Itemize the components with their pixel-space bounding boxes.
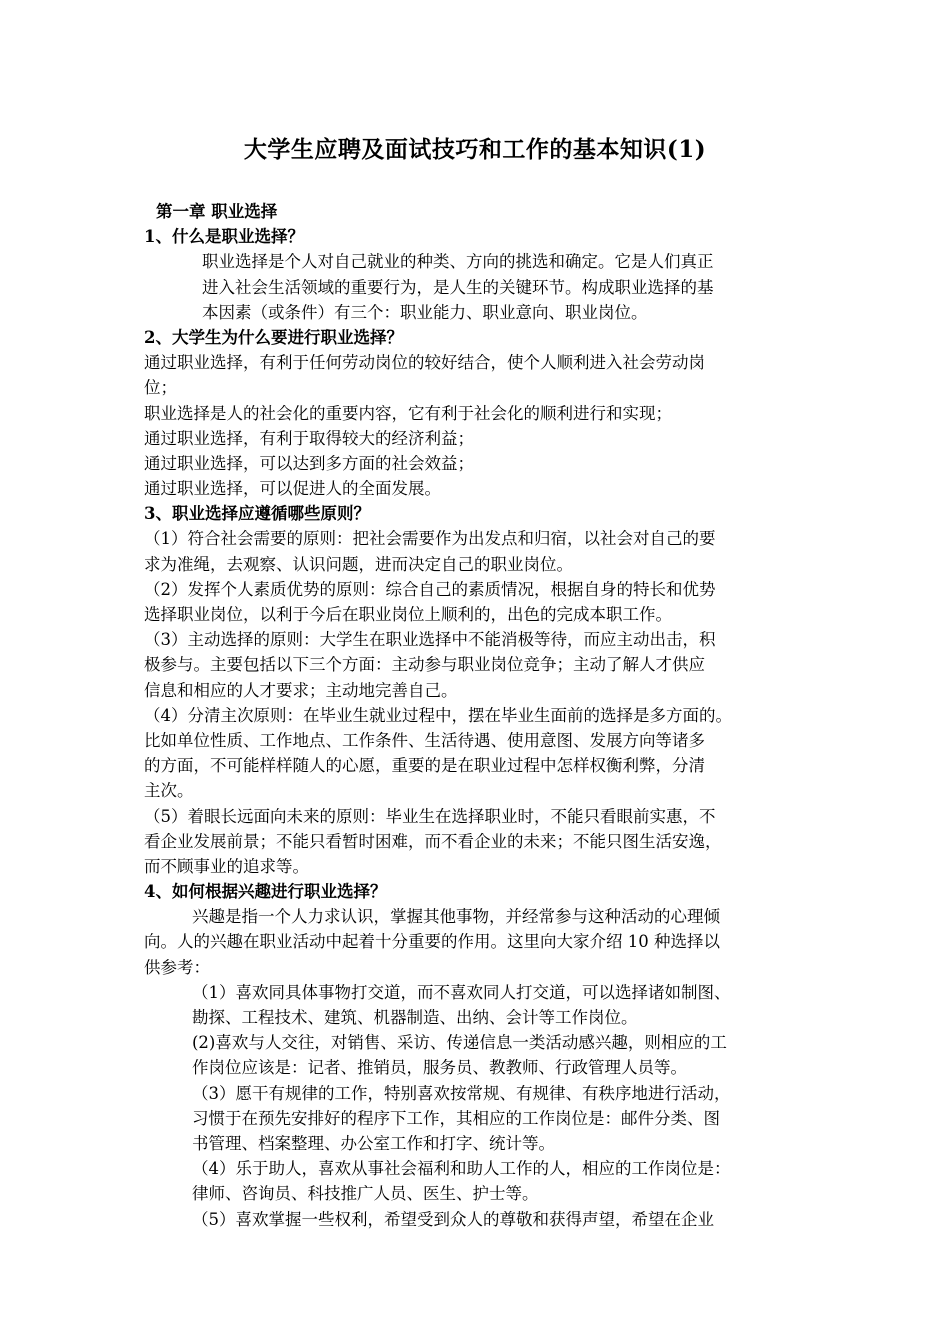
section-heading: 2、大学生为什么要进行职业选择？ [144,327,403,347]
document-title: 大学生应聘及面试技巧和工作的基本知识(1) [243,136,707,163]
paragraph-line: 本因素（或条件）有三个：职业能力、职业意向、职业岗位。 [202,302,648,322]
paragraph-line: 极参与。主要包括以下三个方面：主动参与职业岗位竞争；主动了解人才供应 [144,655,705,675]
paragraph-line: 职业选择是个人对自己就业的种类、方向的挑选和确定。它是人们真正 [202,252,714,272]
paragraph-line: 书管理、档案整理、办公室工作和打字、统计等。 [192,1133,555,1153]
document-body [144,199,816,1232]
section-heading: 1、什么是职业选择？ [144,227,304,247]
paragraph-line: （2）发挥个人素质优势的原则：综合自己的素质情况，根据自身的特长和优势 [144,579,716,599]
paragraph-line: 习惯于在预先安排好的程序下工作，其相应的工作岗位是：邮件分类、图 [192,1108,720,1128]
paragraph-line: (2)喜欢与人交往，对销售、采访、传递信息一类活动感兴趣，则相应的工 [192,1033,727,1053]
paragraph-line: 职业选择是人的社会化的重要内容，它有利于社会化的顺利进行和实现； [144,403,672,423]
paragraph-line: 的方面，不可能样样随人的心愿，重要的是在职业过程中怎样权衡利弊，分清 [144,756,705,776]
paragraph-line: 作岗位应该是：记者、推销员，服务员、教教师、行政管理人员等。 [192,1058,687,1078]
paragraph-line: （1）喜欢同具体事物打交道，而不喜欢同人打交道，可以选择诸如制图、 [192,982,731,1002]
paragraph-line: 进入社会生活领域的重要行为，是人生的关键环节。构成职业选择的基 [202,277,714,297]
section-heading: 第一章 职业选择 [156,202,278,221]
paragraph-line: （5）着眼长远面向未来的原则：毕业生在选择职业时，不能只看眼前实惠，不 [144,806,716,826]
paragraph-line: 供参考： [144,957,210,977]
paragraph-line: （1）符合社会需要的原则：把社会需要作为出发点和归宿，以社会对自己的要 [144,529,716,549]
paragraph-line: 向。人的兴趣在职业活动中起着十分重要的作用。这里向大家介绍 10 种选择以 [144,932,720,952]
paragraph-line: 信息和相应的人才要求；主动地完善自己。 [144,680,458,700]
paragraph-line: 通过职业选择，有利于任何劳动岗位的较好结合，使个人顺利进入社会劳动岗 [144,353,705,373]
paragraph-line: 兴趣是指一个人力求认识，掌握其他事物，并经常参与这种活动的心理倾 [192,907,720,927]
paragraph-line: 主次。 [144,781,194,801]
section-heading: 3、职业选择应遵循哪些原则？ [144,504,370,524]
paragraph-line: 看企业发展前景；不能只看暂时困难，而不看企业的未来；不能只图生活安逸， [144,831,722,851]
paragraph-line: 位； [144,378,177,398]
paragraph-line: 通过职业选择，有利于取得较大的经济利益； [144,428,474,448]
paragraph-line: （3）主动选择的原则：大学生在职业选择中不能消极等待，而应主动出击，积 [144,630,716,650]
paragraph-line: 勘探、工程技术、建筑、机器制造、出纳、会计等工作岗位。 [192,1008,638,1027]
paragraph-line: 求为准绳，去观察、认识问题，进而决定自己的职业岗位。 [144,554,573,574]
paragraph-line: 而不顾事业的追求等。 [144,856,309,876]
paragraph-line: 通过职业选择，可以促进人的全面发展。 [144,479,441,499]
section-heading: 4、如何根据兴趣进行职业选择？ [144,882,387,902]
paragraph-line: （4）乐于助人，喜欢从事社会福利和助人工作的人，相应的工作岗位是： [192,1159,731,1179]
paragraph-line: （5）喜欢掌握一些权利，希望受到众人的尊敬和获得声望，希望在企业 [192,1209,714,1229]
paragraph-line: 比如单位性质、工作地点、工作条件、生活待遇、使用意图、发展方向等诸多 [144,730,705,750]
paragraph-line: （4）分清主次原则：在毕业生就业过程中，摆在毕业生面前的选择是多方面的。 [144,705,732,725]
paragraph-line: （3）愿干有规律的工作，特别喜欢按常规、有规律、有秩序地进行活动， [192,1083,731,1103]
paragraph-line: 通过职业选择，可以达到多方面的社会效益； [144,453,474,473]
paragraph-line: 选择职业岗位，以利于今后在职业岗位上顺利的，出色的完成本职工作。 [144,605,672,624]
paragraph-line: 律师、咨询员、科技推广人员、医生、护士等。 [192,1184,539,1204]
